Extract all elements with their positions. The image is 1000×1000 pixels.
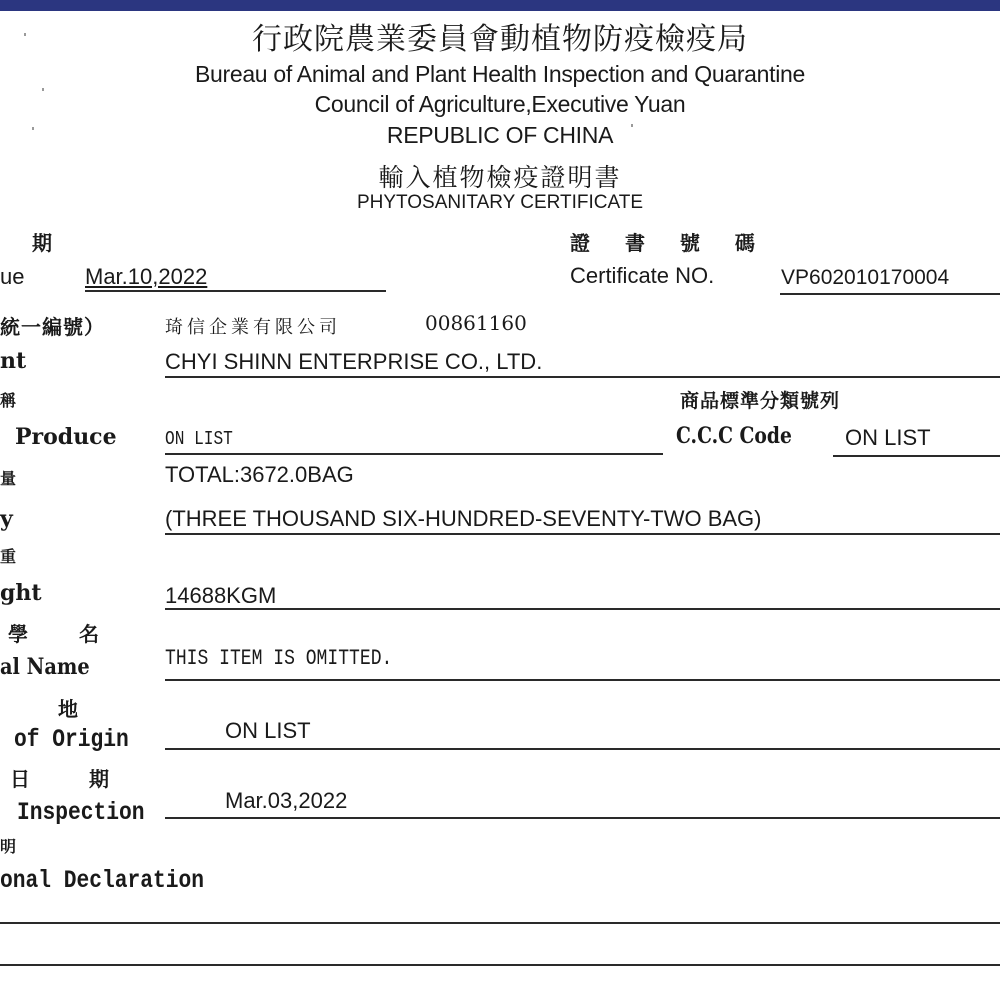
inspection-date-label: Inspection [17,798,145,827]
origin-value: ON LIST [225,718,311,743]
botanical-name-underline [165,679,1000,681]
ccc-code-label: C.C.C Code [676,423,792,449]
issue-date-label: ue [0,264,25,289]
issue-date-value: Mar.10,2022 [85,264,208,289]
produce-label: Produce [15,424,117,450]
issue-date-label-cn: 期 [32,231,54,255]
quantity-label-cn: 量 [0,469,19,488]
top-color-bar [0,0,1000,11]
document-title-chinese: 輸入植物檢疫證明書 [378,163,622,192]
applicant-underline [165,376,1000,378]
agency-name-chinese: 行政院農業委員會動植物防疫檢疫局 [252,22,748,57]
applicant-name-english: CHYI SHINN ENTERPRISE CO., LTD. [165,349,543,374]
applicant-label-cn: 統一編號） [0,315,105,339]
produce-underline [165,453,663,455]
certificate-underline [780,293,1000,295]
scan-speck [24,33,26,36]
country-name: REPUBLIC OF CHINA [386,122,614,148]
applicant-label: nt [0,348,27,374]
ccc-code-value: ON LIST [845,425,931,450]
certificate-label: Certificate NO. [570,263,715,288]
certificate-label-cn: 證 書 號 碼 [570,231,769,255]
quantity-label: y [0,506,13,532]
produce-label-cn: 稱 [0,391,19,410]
scan-speck [631,124,633,127]
additional-declaration-label: onal Declaration [0,866,205,895]
issue-date-underline [85,290,386,292]
inspection-date-value: Mar.03,2022 [225,788,348,813]
quantity-underline [165,533,1000,535]
weight-underline [165,608,1000,610]
ccc-code-underline [833,455,1000,457]
produce-value: ON LIST [165,428,233,450]
weight-label: ght [0,580,42,606]
applicant-tax-id: 00861160 [425,311,527,335]
additional-declaration-line-1 [0,922,1000,924]
council-name: Council of Agriculture,Executive Yuan [314,91,686,117]
weight-value: 14688KGM [165,583,277,608]
scan-speck [42,88,44,91]
quantity-total: TOTAL:3672.0BAG [165,462,354,487]
additional-declaration-label-cn: 明 [0,837,19,856]
inspection-date-label-cn: 日 期 [10,767,135,791]
botanical-name-label-cn: 學 名 [8,622,121,646]
document-title-english: PHYTOSANITARY CERTIFICATE [356,192,644,213]
inspection-date-underline [165,817,1000,819]
scan-speck [32,127,34,130]
quantity-in-words: (THREE THOUSAND SIX-HUNDRED-SEVENTY-TWO BAG) [165,506,762,531]
origin-underline [165,748,1000,750]
weight-label-cn: 重 [0,547,19,566]
certificate-number: VP602010170004 [781,266,950,289]
botanical-name-label: al Name [0,654,90,680]
botanical-name-value: THIS ITEM IS OMITTED. [165,646,393,671]
additional-declaration-line-2 [0,964,1000,966]
agency-name-english: Bureau of Animal and Plant Health Inspection and Quarantine [194,61,806,87]
origin-label: of Origin [14,725,129,754]
origin-label-cn: 地 [58,697,80,721]
ccc-code-label-cn: 商品標準分類號列 [680,390,841,412]
applicant-name-chinese: 琦信企業有限公司 [165,317,341,338]
